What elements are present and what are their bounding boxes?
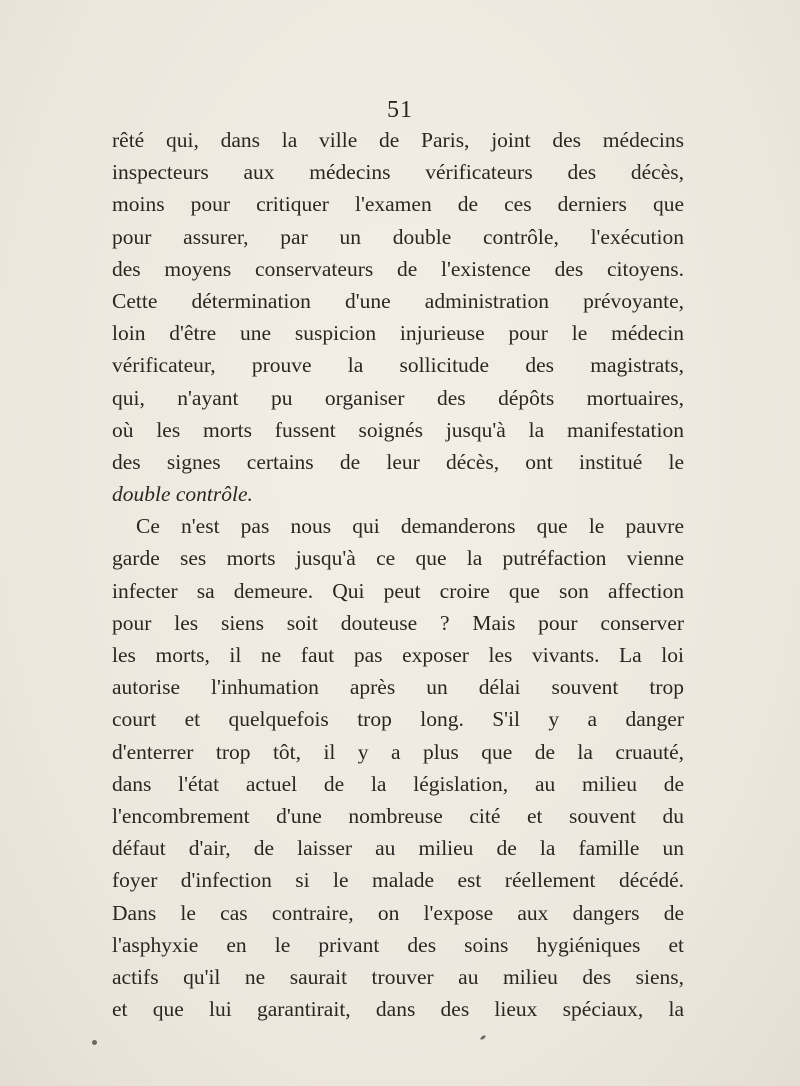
ink-speck [480,1035,487,1041]
text-line: pour les siens soit douteuse ? Mais pour conserver [112,610,684,635]
text-line: loin d'être une suspicion injurieuse pour le médecin [112,321,684,346]
text-line: court et quelquefois trop long. S'il y a danger [112,707,684,732]
text-line: foyer d'infection si le malade est réellement décédé. [112,868,684,893]
text-line: les morts, il ne faut pas exposer les vivants. La loi [112,643,684,667]
body-text [112,124,684,1025]
text-line: autorise l'inhumation après un délai souvent trop [112,675,684,700]
text-line: Ce n'est pas nous qui demanderons que le pauvre [136,514,684,539]
text-line: pour assurer, par un double contrôle, l'exécution [112,224,684,249]
text-line: moins pour critiquer l'examen de ces derniers que [112,192,684,217]
text-line: garde ses morts jusqu'à ce que la putréfaction vienne [112,546,684,571]
text-line: l'encombrement d'une nombreuse cité et souvent du [112,803,684,828]
text-line: inspecteurs aux médecins vérificateurs des décès, [112,160,684,185]
text-line: Cette détermination d'une administration prévoyante, [112,288,684,313]
text-line: et que lui garantirait, dans des lieux spéciaux, la [112,997,684,1022]
ink-speck [92,1040,97,1045]
text-line: d'enterrer trop tôt, il y a plus que de la cruauté, [112,739,684,764]
text-line: où les morts fussent soignés jusqu'à la manifestation [112,417,684,442]
text-line: qui, n'ayant pu organiser des dépôts mortuaires, [112,385,684,410]
text-line: infecter sa demeure. Qui peut croire que son affection [112,578,684,603]
text-line: actifs qu'il ne saurait trouver au milieu des siens, [112,964,684,989]
paragraph-end-italic: double contrôle. [112,482,253,507]
text-line: vérificateur, prouve la sollicitude des magistrats, [112,353,684,378]
text-line: l'asphyxie en le privant des soins hygiéniques et [112,932,684,957]
text-line: dans l'état actuel de la législation, au milieu de [112,771,684,796]
text-line: défaut d'air, de laisser au milieu de la famille un [112,836,684,861]
text-line: des moyens conservateurs de l'existence des citoyens. [112,256,684,281]
text-line: des signes certains de leur décès, ont institué le [112,449,684,474]
text-line: rêté qui, dans la ville de Paris, joint des médecins [112,128,684,152]
page-number: 51 [387,97,413,123]
text-line: Dans le cas contraire, on l'expose aux dangers de [112,900,684,925]
